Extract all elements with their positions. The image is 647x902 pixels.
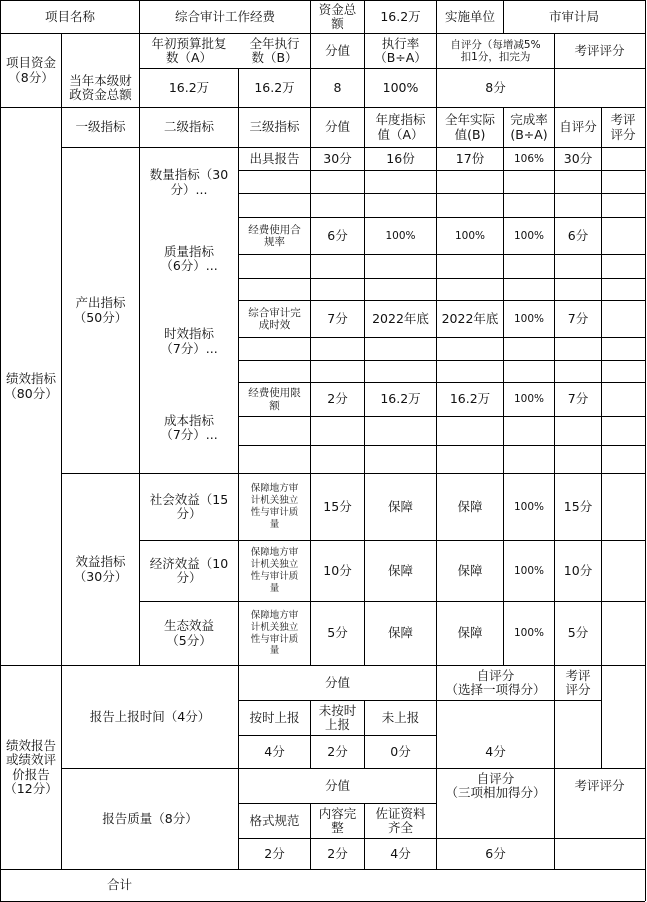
total-label: 合计 [106,876,132,892]
funding-row-label: 当年本级财 政资金总额 [69,72,132,102]
funding-col-score: 分值 [324,42,350,58]
report-timing-opt2: 未按时 上报 [318,702,357,732]
timeliness-l3: 综合审计完 成时效 [248,306,301,331]
quantity-l3: 出具报告 [249,150,300,166]
output-indicator-label: 产出指标 （50分） [73,295,128,325]
economic-completion: 100% [513,564,545,577]
quality-completion: 100% [513,229,545,242]
economic-self: 10分 [563,562,593,578]
project-name: 综合审计工作经费 [174,8,275,24]
quality-l3: 经费使用合 规率 [248,223,301,248]
funding-exec: 16.2万 [254,79,295,95]
funding-budget: 16.2万 [168,79,210,95]
unit: 市审计局 [548,8,599,24]
project-name-label: 项目名称 [44,8,95,24]
ecological-target: 保障 [387,625,413,641]
social-self: 15分 [563,498,593,514]
report-quality-opt1: 格式规范 [249,812,300,828]
funding-rate: 100% [382,79,419,95]
report-quality-val3: 4分 [390,845,411,861]
social-l3: 保障地方审 计机关独立 性与审计质 量 [250,483,299,530]
quality-target: 100% [385,229,416,242]
report-quality-val2: 2分 [327,845,348,861]
quality-indicator-label: 质量指标 （6分）... [160,243,218,273]
report-timing-score-header: 分值 [324,674,350,690]
economic-target: 保障 [387,562,413,578]
ecological-score: 5分 [327,625,348,641]
total-funds-label: 资金总 额 [318,1,357,31]
cost-completion: 100% [513,393,545,406]
report-timing-opt1: 按时上报 [249,709,300,725]
perf-header-l3: 三级指标 [249,119,300,135]
social-indicator-label: 社会效益（15 分） [149,491,229,521]
report-timing-review-header: 考评 评分 [565,667,591,697]
quantity-self: 30分 [563,150,593,166]
social-target: 保障 [387,498,413,514]
timeliness-score: 7分 [327,310,348,326]
report-quality-self-header: 自评分 （三项相加得分） [445,770,546,800]
cost-score: 2分 [327,391,348,407]
economic-l3: 保障地方审 计机关独立 性与审计质 量 [250,547,299,594]
perf-header-target: 年度指标 值（A） [375,112,426,142]
funding-col-budget: 年初预算批复 数（A） [151,35,227,65]
ecological-completion: 100% [513,627,545,640]
social-score: 15分 [323,498,352,514]
perf-header-l1: 一级指标 [75,119,126,135]
quantity-score: 30分 [323,150,352,166]
timeliness-completion: 100% [513,312,545,325]
funding-section-label: 项目资金 （8分） [5,55,56,85]
quality-self: 6分 [567,227,589,243]
economic-indicator-label: 经济效益（10 分） [149,555,229,585]
economic-actual: 保障 [457,562,483,578]
report-quality-opt2: 内容完 整 [318,805,357,835]
funding-col-self: 自评分（每增减5% 扣1分，扣完为 [450,38,541,63]
report-quality-label: 报告质量（8分） [102,810,198,826]
funding-self: 8分 [485,79,506,95]
report-timing-self: 4分 [485,743,506,759]
funding-col-review: 考评评分 [574,42,625,58]
perf-header-score: 分值 [324,119,350,135]
timeliness-target: 2022年底 [372,310,429,326]
cost-indicator-label: 成本指标 （7分）... [160,412,218,442]
perf-header-l2: 二级指标 [163,119,214,135]
report-quality-val1: 2分 [264,845,285,861]
ecological-actual: 保障 [457,625,483,641]
report-timing-val3: 0分 [390,743,411,759]
report-quality-opt3: 佐证资料 齐全 [375,805,426,835]
benefit-indicator-label: 效益指标 （30分） [73,554,128,584]
ecological-self: 5分 [567,625,589,641]
cost-l3: 经费使用限 额 [248,387,301,412]
report-timing-label: 报告上报时间（4分） [89,708,211,724]
quantity-completion: 106% [513,152,545,165]
perf-section-label: 绩效指标 （80分） [4,371,58,401]
report-quality-self: 6分 [485,845,506,861]
cost-self: 7分 [567,391,589,407]
funding-col-rate: 执行率 （B÷A） [374,35,427,65]
report-timing-self-header: 自评分 （选择一项得分） [445,667,546,697]
report-timing-opt3: 未上报 [381,709,420,725]
quality-actual: 100% [454,229,486,242]
perf-header-actual: 全年实际 值(B) [444,112,495,142]
perf-header-self: 自评分 [559,119,597,135]
unit-label: 实施单位 [444,8,495,24]
quantity-target: 16份 [386,150,415,166]
quantity-actual: 17份 [455,150,485,166]
social-actual: 保障 [457,498,483,514]
timeliness-indicator-label: 时效指标 （7分）... [160,326,218,356]
perf-header-completion: 完成率 (B÷A) [510,112,548,142]
report-section-label: 绩效报告 或绩效评 价报告 （12分） [4,737,58,796]
perf-header-review: 考评 评分 [610,112,636,142]
ecological-l3: 保障地方审 计机关独立 性与审计质 量 [250,609,299,657]
total-funds: 16.2万 [380,8,421,24]
economic-score: 10分 [323,562,352,578]
timeliness-self: 7分 [567,310,589,326]
report-timing-val2: 2分 [327,743,348,759]
cost-target: 16.2万 [380,391,421,407]
quality-score: 6分 [327,227,348,243]
timeliness-actual: 2022年底 [441,310,499,326]
report-timing-val1: 4分 [264,743,285,759]
cost-actual: 16.2万 [449,391,491,407]
funding-col-exec: 全年执行 数（B） [249,35,300,65]
ecological-indicator-label: 生态效益 （5分） [163,618,214,648]
social-completion: 100% [513,500,545,513]
report-quality-score-header: 分值 [324,777,350,793]
quantity-indicator-label: 数量指标（30 分）... [149,167,229,197]
report-quality-review-header: 考评评分 [574,777,625,793]
funding-score: 8 [333,79,342,95]
